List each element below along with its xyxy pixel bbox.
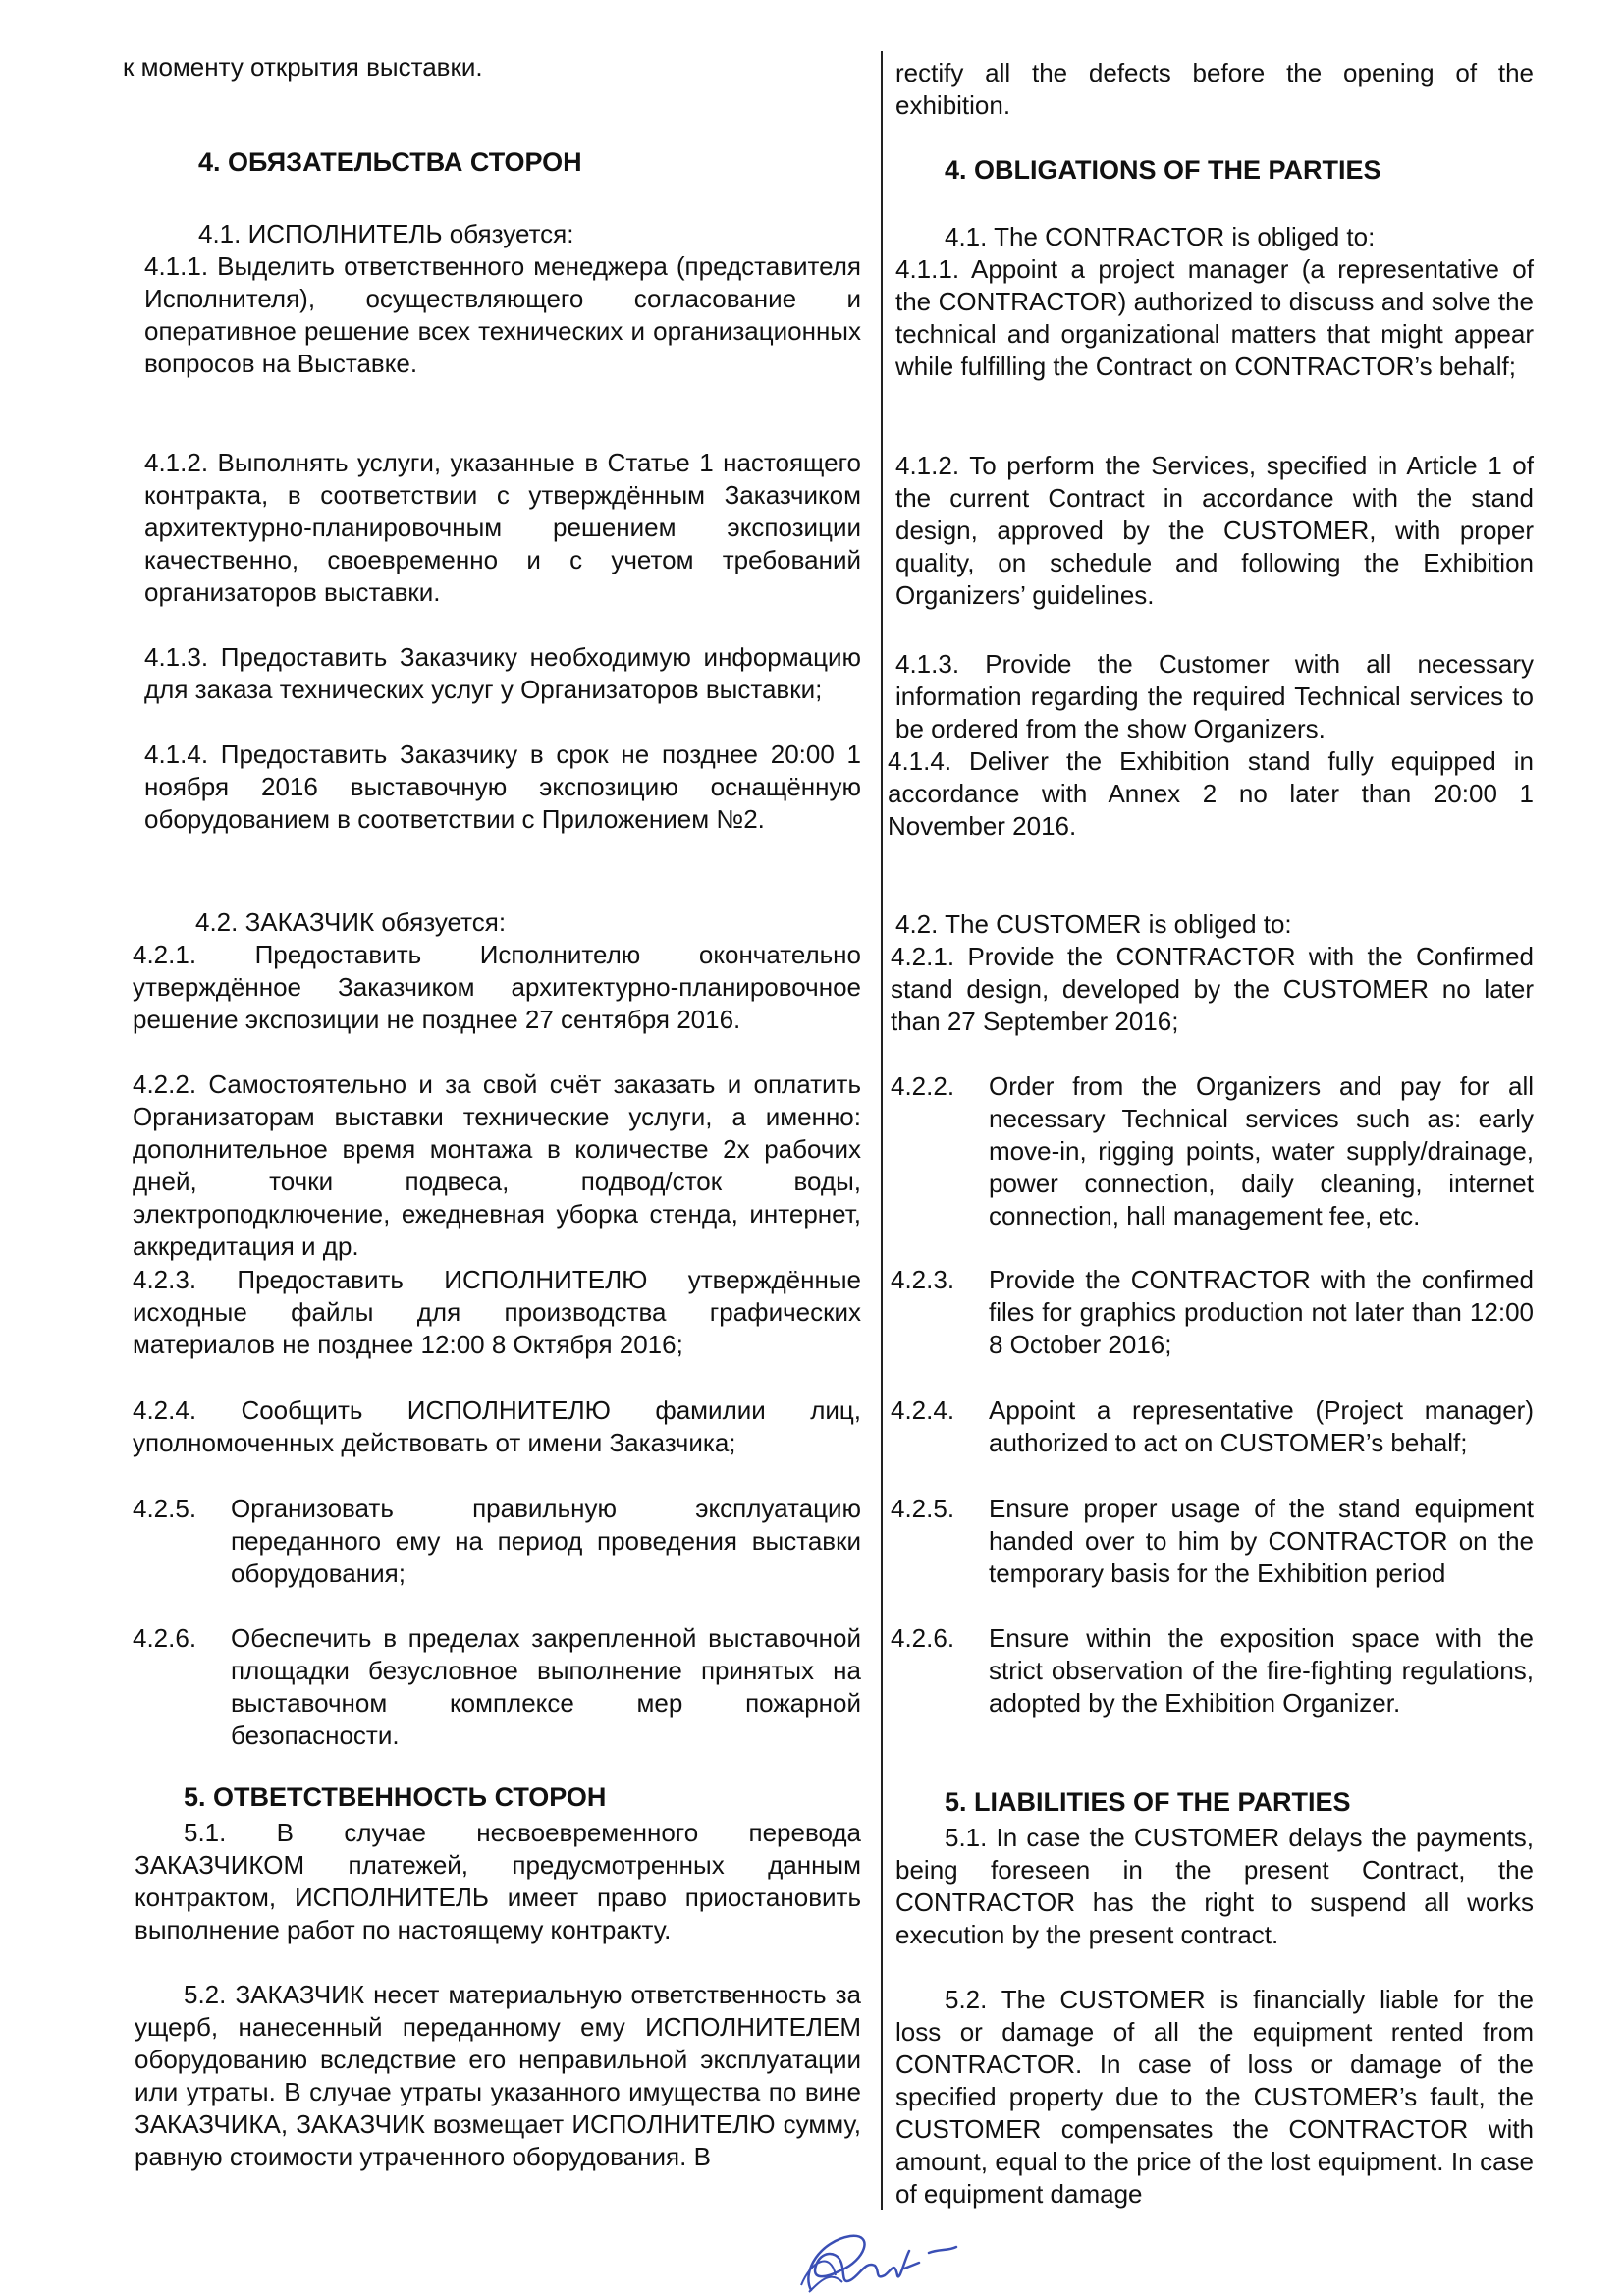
clause-number: 4.2.4. [891, 1395, 955, 1425]
clause-number: 4.2.5. [133, 1494, 197, 1523]
clause-4-2-3: 4.2.3. Предоставить ИСПОЛНИТЕЛЮ утверждённые исходные файлы для производства графических материалов не позднее 12:00 8 Октября 2016; [133, 1265, 861, 1359]
section-4-title: 4. OBLIGATIONS OF THE PARTIES [945, 155, 1381, 185]
section-4-title: 4. ОБЯЗАТЕЛЬСТВА СТОРОН [198, 147, 582, 177]
clause-body: Appoint a representative (Project manager) authorized to act on CUSTOMER’s behalf; [989, 1395, 1534, 1457]
section-5-title: 5. ОТВЕТСТВЕННОСТЬ СТОРОН [184, 1782, 607, 1812]
clause-4-1-4: 4.1.4. Deliver the Exhibition stand fully equipped in accordance with Annex 2 no later than 20:00 1 November 2016. [888, 746, 1534, 841]
clause-4-1-1: 4.1.1. Appoint a project manager (a representative of the CONTRACTOR) authorized to discuss and solve the technical and organizational matters that might appear while fulfilling the Contract on CONTRACTOR’s behalf; [895, 254, 1534, 381]
section-5-title: 5. LIABILITIES OF THE PARTIES [945, 1787, 1351, 1817]
clause-4-2-3 [891, 1264, 1534, 1361]
clause-number: 4.2.5. [891, 1494, 955, 1523]
clause-4-1-2: 4.1.2. Выполнять услуги, указанные в Статье 1 настоящего контракта, в соответствии с утверждённым Заказчиком архитектурно-планировочным решением экспозиции качественно, своевременно и с учетом требований организаторов выставки. [144, 448, 861, 607]
clause-4-1: 4.1. The CONTRACTOR is obliged to: [945, 222, 1376, 251]
clause-5-1: 5.1. В случае несвоевременного перевода ЗАКАЗЧИКОМ платежей, предусмотренных данным контрактом, ИСПОЛНИТЕЛЬ имеет право приостановить выполнение работ по настоящему контракту. [135, 1818, 861, 1944]
clause-4-1-2: 4.1.2. To perform the Services, specified in Article 1 of the current Contract in accordance with the stand design, approved by the CUSTOMER, with proper quality, on schedule and following the Exhibition Organizers’ guidelines. [895, 451, 1534, 610]
intro-text: к моменту открытия выставки. [123, 52, 483, 82]
clause-4-1-1: 4.1.1. Выделить ответственного менеджера (представителя Исполнителя), осуществляющего согласование и оперативное решение всех технических и организационных вопросов на Выставке. [144, 251, 861, 378]
clause-number: 4.2.6. [133, 1623, 197, 1653]
clause-4-2-5 [133, 1493, 861, 1590]
clause-4-2-5 [891, 1493, 1534, 1590]
clause-number: 4.2.2. [891, 1071, 955, 1101]
column-divider [881, 51, 883, 2210]
clause-body: Ensure within the exposition space with the strict observation of the fire-fighting regulations, adopted by the Exhibition Organizer. [989, 1623, 1534, 1718]
clause-4-2-6 [891, 1622, 1534, 1720]
clause-number: 4.2.6. [891, 1623, 955, 1653]
handwritten-signature-icon [782, 2221, 958, 2296]
clause-4-2-1: 4.2.1. Предоставить Исполнителю окончательно утверждённое Заказчиком архитектурно-планировочное решение экспозиции не позднее 27 сентября 2016. [133, 940, 861, 1034]
clause-4-2-4 [891, 1394, 1534, 1459]
clause-4-1-3: 4.1.3. Provide the Customer with all necessary information regarding the required Technical services to be ordered from the show Organizers. [895, 649, 1534, 743]
clause-4-1-4: 4.1.4. Предоставить Заказчику в срок не позднее 20:00 1 ноября 2016 выставочную экспозицию оснащённую оборудованием в соответствии с Приложением №2. [144, 739, 861, 834]
clause-body: Provide the CONTRACTOR with the confirmed files for graphics production not later than 12:00 8 October 2016; [989, 1265, 1534, 1359]
clause-body: Обеспечить в пределах закрепленной выставочной площадки безусловное выполнение принятых на выставочном комплексе мер пожарной безопасности. [231, 1623, 861, 1750]
clause-4-2: 4.2. ЗАКАЗЧИК обязуется: [195, 907, 507, 937]
clause-4-2-6 [133, 1622, 861, 1752]
clause-5-2: 5.2. ЗАКАЗЧИК несет материальную ответственность за ущерб, нанесенный переданному ему ИСПОЛНИТЕЛЕМ оборудованию вследствие его неправильной эксплуатации или утраты. В случае утраты указанного имущества по вине ЗАКАЗЧИКА, ЗАКАЗЧИК возмещает ИСПОЛНИТЕЛЮ сумму, равную стоимости утраченного оборудования. В [135, 1980, 861, 2171]
clause-4-2-2: 4.2.2. Самостоятельно и за свой счёт заказать и оплатить Организаторам выставки технические услуги, а именно: дополнительное время монтажа в количестве 2х рабочих дней, точки подвеса, подвод/сток воды, электроподключение, ежедневная уборка стенда, интернет, аккредитация и др. [133, 1069, 861, 1261]
clause-4-1-3: 4.1.3. Предоставить Заказчику необходимую информацию для заказа технических услуг у Организаторов выставки; [144, 642, 861, 704]
clause-body: Ensure proper usage of the stand equipment handed over to him by CONTRACTOR on the temporary basis for the Exhibition period [989, 1494, 1534, 1588]
clause-5-2: 5.2. The CUSTOMER is financially liable for the loss or damage of all the equipment rented from CONTRACTOR. In case of loss or damage of the specified property due to the CUSTOMER’s fault, the CUSTOMER compensates the CONTRACTOR with amount, equal to the price of the lost equipment. In case of equipment damage [895, 1985, 1534, 2209]
clause-4-1: 4.1. ИСПОЛНИТЕЛЬ обязуется: [198, 219, 574, 248]
clause-4-2: 4.2. The CUSTOMER is obliged to: [895, 909, 1292, 939]
clause-4-2-1: 4.2.1. Provide the CONTRACTOR with the Confirmed stand design, developed by the CUSTOMER no later than 27 September 2016; [891, 942, 1534, 1036]
clause-body: Order from the Organizers and pay for all necessary Technical services such as: early move-in, rigging points, water supply/drainage, power connection, daily cleaning, internet connection, hall management fee, etc. [989, 1071, 1534, 1230]
clause-4-2-2 [891, 1070, 1534, 1232]
clause-body: Организовать правильную эксплуатацию переданного ему на период проведения выставки оборудования; [231, 1494, 861, 1588]
intro-text: rectify all the defects before the opening of the exhibition. [895, 58, 1534, 120]
clause-5-1: 5.1. In case the CUSTOMER delays the payments, being foreseen in the present Contract, the CONTRACTOR has the right to suspend all works execution by the present contract. [895, 1823, 1534, 1949]
clause-number: 4.2.3. [891, 1265, 955, 1294]
clause-4-2-4: 4.2.4. Сообщить ИСПОЛНИТЕЛЮ фамилии лиц, уполномоченных действовать от имени Заказчика; [133, 1395, 861, 1457]
